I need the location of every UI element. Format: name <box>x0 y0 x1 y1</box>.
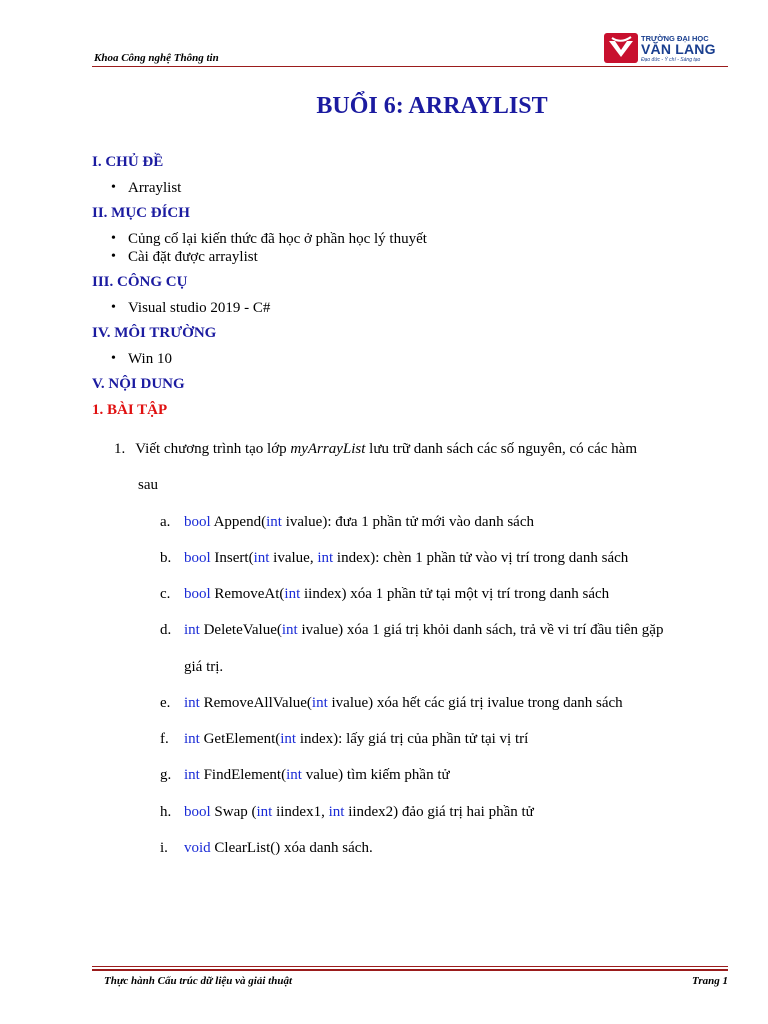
topic-item: • Arraylist <box>128 180 181 197</box>
section-purpose-heading: II. MỤC ĐÍCH <box>92 205 190 221</box>
function-item-getelement: f. int GetElement(int index): lấy giá trị của phần tử tại vị trí <box>160 731 529 747</box>
tools-item: • Visual studio 2019 - C# <box>128 300 270 317</box>
function-item-clearlist: i. void ClearList() xóa danh sách. <box>160 840 373 856</box>
function-item-insert: b. bool Insert(int ivalue, int index): chèn 1 phần tử vào vị trí trong danh sách <box>160 550 629 566</box>
footer-rule-thin <box>92 966 728 967</box>
logo-line-2: VĂN LANG <box>641 41 716 57</box>
purpose-item: • Củng cố lại kiến thức đã học ở phần học lý thuyết <box>128 231 427 248</box>
exercise-intro-pre: Viết chương trình tạo lớp <box>135 441 291 457</box>
exercise-heading: 1. BÀI TẬP <box>92 402 168 418</box>
section-tools-heading: III. CÔNG CỤ <box>92 274 188 290</box>
footer-course-title: Thực hành Cấu trúc dữ liệu và giải thuật <box>104 975 292 987</box>
exercise-intro-continuation: sau <box>138 477 158 493</box>
exercise-class-name: myArrayList <box>290 441 366 457</box>
section-environment-heading: IV. MÔI TRƯỜNG <box>92 325 217 341</box>
page-title: BUỔI 6: ARRAYLIST <box>316 93 548 119</box>
department-name: Khoa Công nghệ Thông tin <box>94 52 219 64</box>
function-item-deletevalue-continuation: giá trị. <box>184 659 224 675</box>
university-logo <box>604 33 719 67</box>
environment-item: • Win 10 <box>128 351 172 368</box>
exercise-intro-post: lưu trữ danh sách các số nguyên, có các hàm <box>365 441 637 457</box>
section-topic-heading: I. CHỦ ĐỀ <box>92 154 164 170</box>
purpose-item: • Cài đặt được arraylist <box>128 249 258 266</box>
footer-page-number: Trang 1 <box>692 975 728 987</box>
logo-tagline: Đạo đức - Ý chí - Sáng tạo <box>641 57 701 63</box>
function-item-swap: h. bool Swap (int iindex1, int iindex2) đảo giá trị hai phần tử <box>160 804 534 820</box>
function-item-removeat: c. bool RemoveAt(int iindex) xóa 1 phần tử tại một vị trí trong danh sách <box>160 586 610 602</box>
van-lang-emblem-icon <box>604 33 638 63</box>
header-rule <box>92 66 728 67</box>
function-item-findelement: g. int FindElement(int value) tìm kiếm phần tử <box>160 767 450 783</box>
exercise-item-number: 1. <box>114 441 126 457</box>
section-content-heading: V. NỘI DUNG <box>92 376 185 392</box>
logo-line-1: TRƯỜNG ĐẠI HỌC <box>641 34 709 43</box>
exercise-item-1 <box>114 441 637 458</box>
function-item-deletevalue: d. int DeleteValue(int ivalue) xóa 1 giá trị khỏi danh sách, trả về vi trí đầu tiên gặp <box>160 622 664 638</box>
function-item-append: a. bool Append(int ivalue): đưa 1 phần tử mới vào danh sách <box>160 514 534 530</box>
function-item-removeallvalue: e. int RemoveAllValue(int ivalue) xóa hết các giá trị ivalue trong danh sách <box>160 695 623 711</box>
footer-rule-thick <box>92 969 728 971</box>
